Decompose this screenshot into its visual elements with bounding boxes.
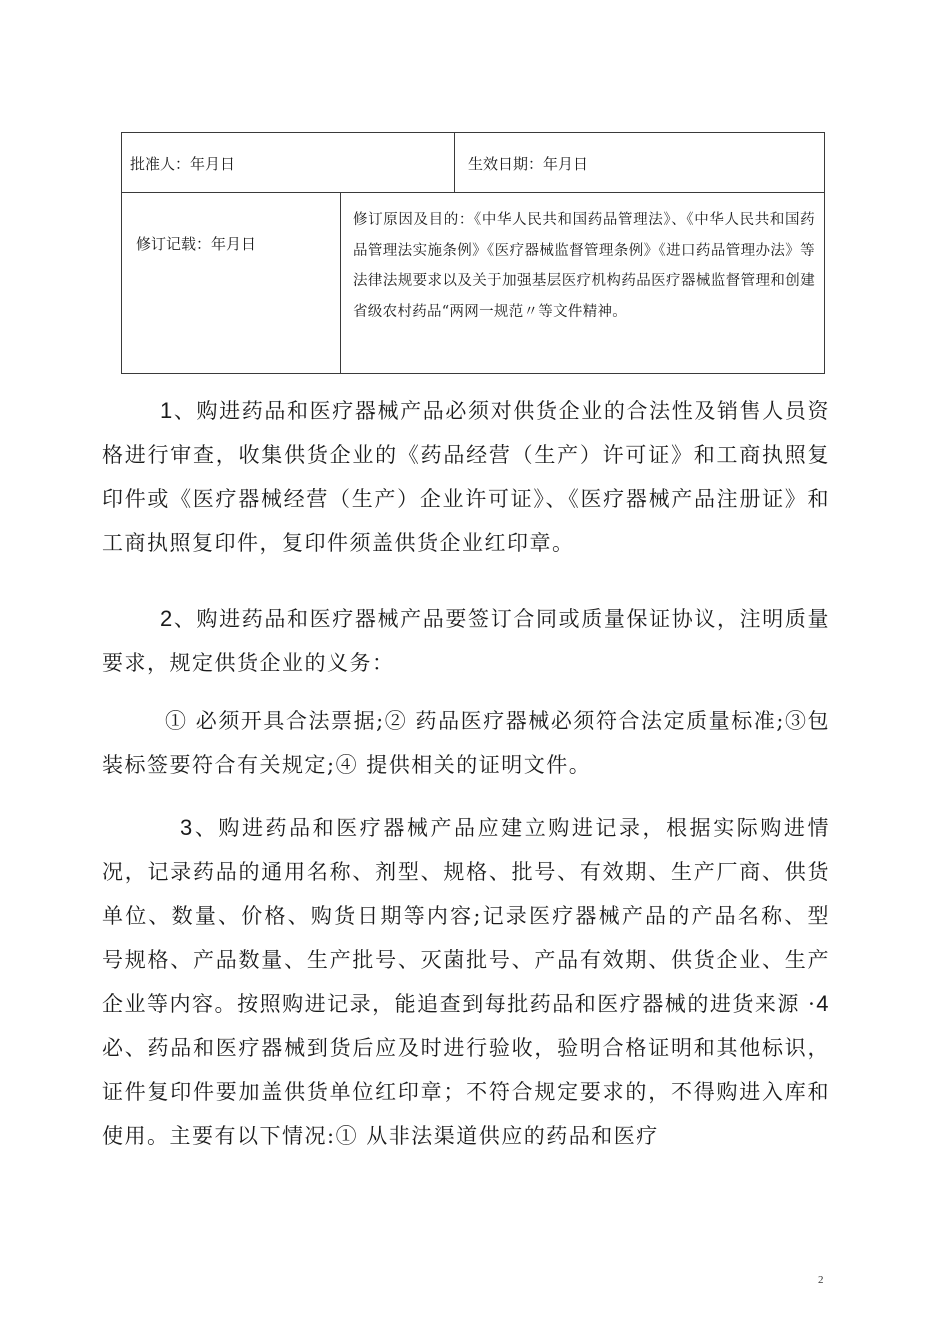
revision-reason-text: 修订原因及目的：《中华人民共和国药品管理法》、《中华人民共和国药品管理法实施条例》《医疗器械监督管理条例》《进口药品管理办法》等法律法规要求以及关于加强基层医疗机构药品医疗器械监督管理和创建省级农村药品“两网一规范〃等文件精神。 bbox=[353, 212, 815, 320]
revision-row bbox=[122, 193, 824, 373]
clause-3 bbox=[102, 806, 830, 1158]
revision-log-label: 修订记载：年月日 bbox=[136, 235, 257, 253]
effective-date-label: 生效日期：年月日 bbox=[468, 155, 589, 173]
clause-2 bbox=[102, 597, 830, 685]
clause-1-text: 、购进药品和医疗器械产品必须对供货企业的合法性及销售人员资格进行审查，收集供货企业的《药品经营（生产）许可证》和工商执照复印件或《医疗器械经营（生产）企业许可证》、《医疗器械产品注册证》和工商执照复印件，复印件须盖供货企业红印章。 bbox=[102, 399, 830, 555]
clause-2-obligations bbox=[102, 699, 830, 787]
approval-row bbox=[122, 133, 824, 193]
clause-3-text: 、购进药品和医疗器械产品应建立购进记录，根据实际购进情况，记录药品的通用名称、剂型、规格、批号、有效期、生产厂商、供货单位、数量、价格、购货日期等内容;记录医疗器械产品的产品名称、型号规格、产品数量、生产批号、灭菌批号、产品有效期、供货企业、生产企业等内容。按照购进记录，能追查到每批药品和医疗器械的进货来源 · bbox=[102, 816, 830, 1016]
effective-date-cell bbox=[455, 133, 824, 192]
clause-1 bbox=[102, 389, 830, 565]
revision-reason-cell bbox=[341, 193, 824, 373]
approver-cell bbox=[122, 133, 455, 192]
approver-label: 批准人：年月日 bbox=[130, 155, 236, 173]
clause-3-number: 3 bbox=[180, 815, 194, 840]
clause-2-obligations-text: ① 必须开具合法票据;② 药品医疗器械必须符合法定质量标准;③包装标签要符合有关规定;④ 提供相关的证明文件。 bbox=[102, 709, 830, 777]
clause-4-number: 4 bbox=[816, 991, 830, 1016]
clause-1-number: 1 bbox=[160, 398, 174, 423]
revision-log-cell bbox=[122, 193, 341, 373]
clause-4-text: 必、药品和医疗器械到货后应及时进行验收，验明合格证明和其他标识，证件复印件要加盖供货单位红印章；不符合规定要求的，不得购进入库和使用。主要有以下情况:① 从非法渠道供应的药品和医疗 bbox=[102, 1036, 830, 1148]
approval-info-table bbox=[121, 132, 825, 374]
clause-2-text: 、购进药品和医疗器械产品要签订合同或质量保证协议，注明质量要求，规定供货企业的义务： bbox=[102, 607, 830, 675]
page-number: 2 bbox=[818, 1274, 824, 1286]
clause-2-number: 2 bbox=[160, 606, 174, 631]
